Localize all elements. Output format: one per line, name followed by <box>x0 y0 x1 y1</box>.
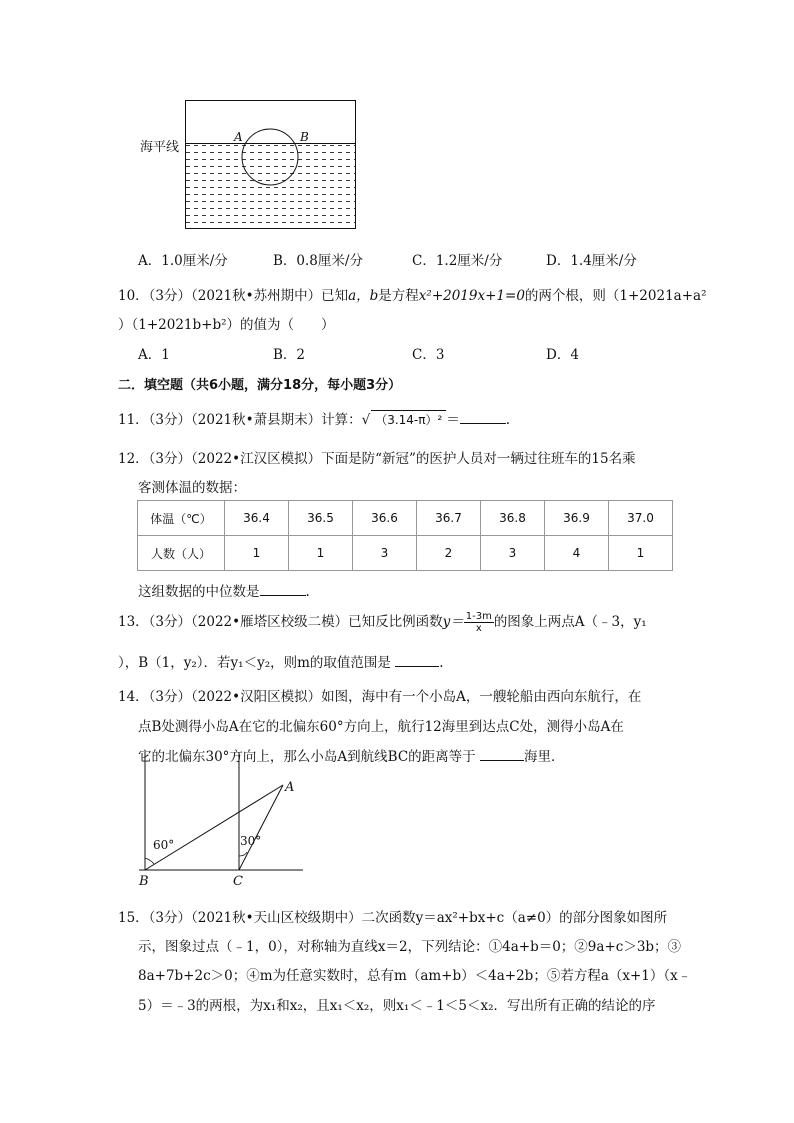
q15-line4: 5）＝﹣3的两根，为x₁和x₂，且x₁＜x₂，则x₁＜﹣1＜5＜x₂．写出所有正确的结论的序 <box>138 998 656 1014</box>
q15-line3: 8a+7b+2c＞0；④m为任意实数时，总有m（am+b）＜4a+2b；⑤若方程a（x+1）（x﹣ <box>138 968 692 984</box>
q14-answer-blank <box>480 748 524 761</box>
q14-point-a: A <box>285 780 295 795</box>
q10-line2: ）（1+2021b+b²）的值为（ ） <box>118 317 335 333</box>
q13-line1: 13．（3分）（2022•雁塔区校级二模）已知反比例函数y＝ $\frac{1-3m}{x}$ 的图象上两点A（﹣3，y₁ <box>118 611 647 634</box>
table-cell: 36.6 <box>353 501 417 536</box>
q9-option-d: D．1.4厘米/分 <box>546 253 637 269</box>
q9-figure <box>185 100 357 230</box>
q10-option-c: C．3 <box>412 347 445 363</box>
q13-fraction: $\frac{1-3m}{x}$ <box>465 611 492 634</box>
table-cell: 1 <box>289 536 353 571</box>
table-cell: 1 <box>609 536 673 571</box>
q9-point-b: B <box>300 130 309 144</box>
table-cell: 1 <box>225 536 289 571</box>
q15-line2: 示，图象过点（﹣1，0），对称轴为直线x＝2，下列结论：①4a+b＝0；②9a+c＞3b；③ <box>138 939 682 955</box>
table-cell: 3 <box>481 536 545 571</box>
q14-angle-30: 30° <box>240 834 262 848</box>
table-cell: 4 <box>545 536 609 571</box>
table-cell: 2 <box>417 536 481 571</box>
q9-option-a: A．1.0厘米/分 <box>138 253 228 269</box>
q14-angle-60: 60° <box>153 838 175 852</box>
q12-line3: 这组数据的中位数是 . <box>138 584 310 600</box>
q11-line: 11．（3分）（2021秋•萧县期末）计算：√ （3.14-π）² ＝ . <box>118 412 511 428</box>
table-cell: 36.5 <box>289 501 353 536</box>
q12-line2: 客测体温的数据： <box>138 480 246 496</box>
q15-line1: 15．（3分）（2021秋•天山区校级期中）二次函数y＝ax²+bx+c（a≠0）的部分图象如图所 <box>118 910 668 926</box>
section-title: 二．填空题（共6小题，满分18分，每小题3分） <box>118 378 402 393</box>
table-cell: 36.7 <box>417 501 481 536</box>
q10-option-a: A．1 <box>138 347 170 363</box>
q14-line1: 14．（3分）（2022•汉阳区模拟）如图，海中有一个小岛A，一艘轮船由西向东航行，在 <box>118 689 642 705</box>
q10-option-d: D．4 <box>546 347 579 363</box>
q13-answer-blank <box>395 654 439 667</box>
q14-point-b: B <box>139 874 149 889</box>
q10-vars: a，b <box>348 288 379 304</box>
table-cell: 37.0 <box>609 501 673 536</box>
q11-radicand: （3.14-π）² <box>371 410 446 428</box>
q9-sea-level-label: 海平线 <box>140 140 180 155</box>
table-row <box>138 501 673 536</box>
q10-option-b: B．2 <box>273 347 306 363</box>
q12-line1: 12．（3分）（2022•江汉区模拟）下面是防“新冠”的医护人员对一辆过往班车的15名乘 <box>118 451 636 467</box>
q12-answer-blank <box>260 583 306 596</box>
q10-equation: x²+2019x+1=0 <box>418 288 525 304</box>
q14-line3: 它的北偏东30°方向上，那么小岛A到航线BC的距离等于 海里． <box>138 749 565 765</box>
q9-option-c: C．1.2厘米/分 <box>412 253 503 269</box>
table-header-temp: 体温（℃） <box>138 501 225 536</box>
q14-line2: 点B处测得小岛A在它的北偏东60°方向上，航行12海里到达点C处，测得小岛A在 <box>138 719 624 735</box>
q12-temperature-table <box>137 500 673 571</box>
table-header-count: 人数（人） <box>138 536 225 571</box>
q14-point-c: C <box>233 874 243 889</box>
table-cell: 36.9 <box>545 501 609 536</box>
q13-line2: ），B（1，y₂）．若y₁＜y₂，则m的取值范围是 . <box>118 655 444 671</box>
q11-answer-blank <box>460 411 506 424</box>
table-row <box>138 536 673 571</box>
q10-line1: 10．（3分）（2021秋•苏州期中）已知a，b是方程x²+2019x+1=0的两个根，则（1+2021a+a² <box>118 288 707 304</box>
q14-figure <box>135 752 315 877</box>
q9-point-a: A <box>234 130 243 144</box>
table-cell: 3 <box>353 536 417 571</box>
table-cell: 36.4 <box>225 501 289 536</box>
table-cell: 36.8 <box>481 501 545 536</box>
q9-option-b: B．0.8厘米/分 <box>273 253 363 269</box>
